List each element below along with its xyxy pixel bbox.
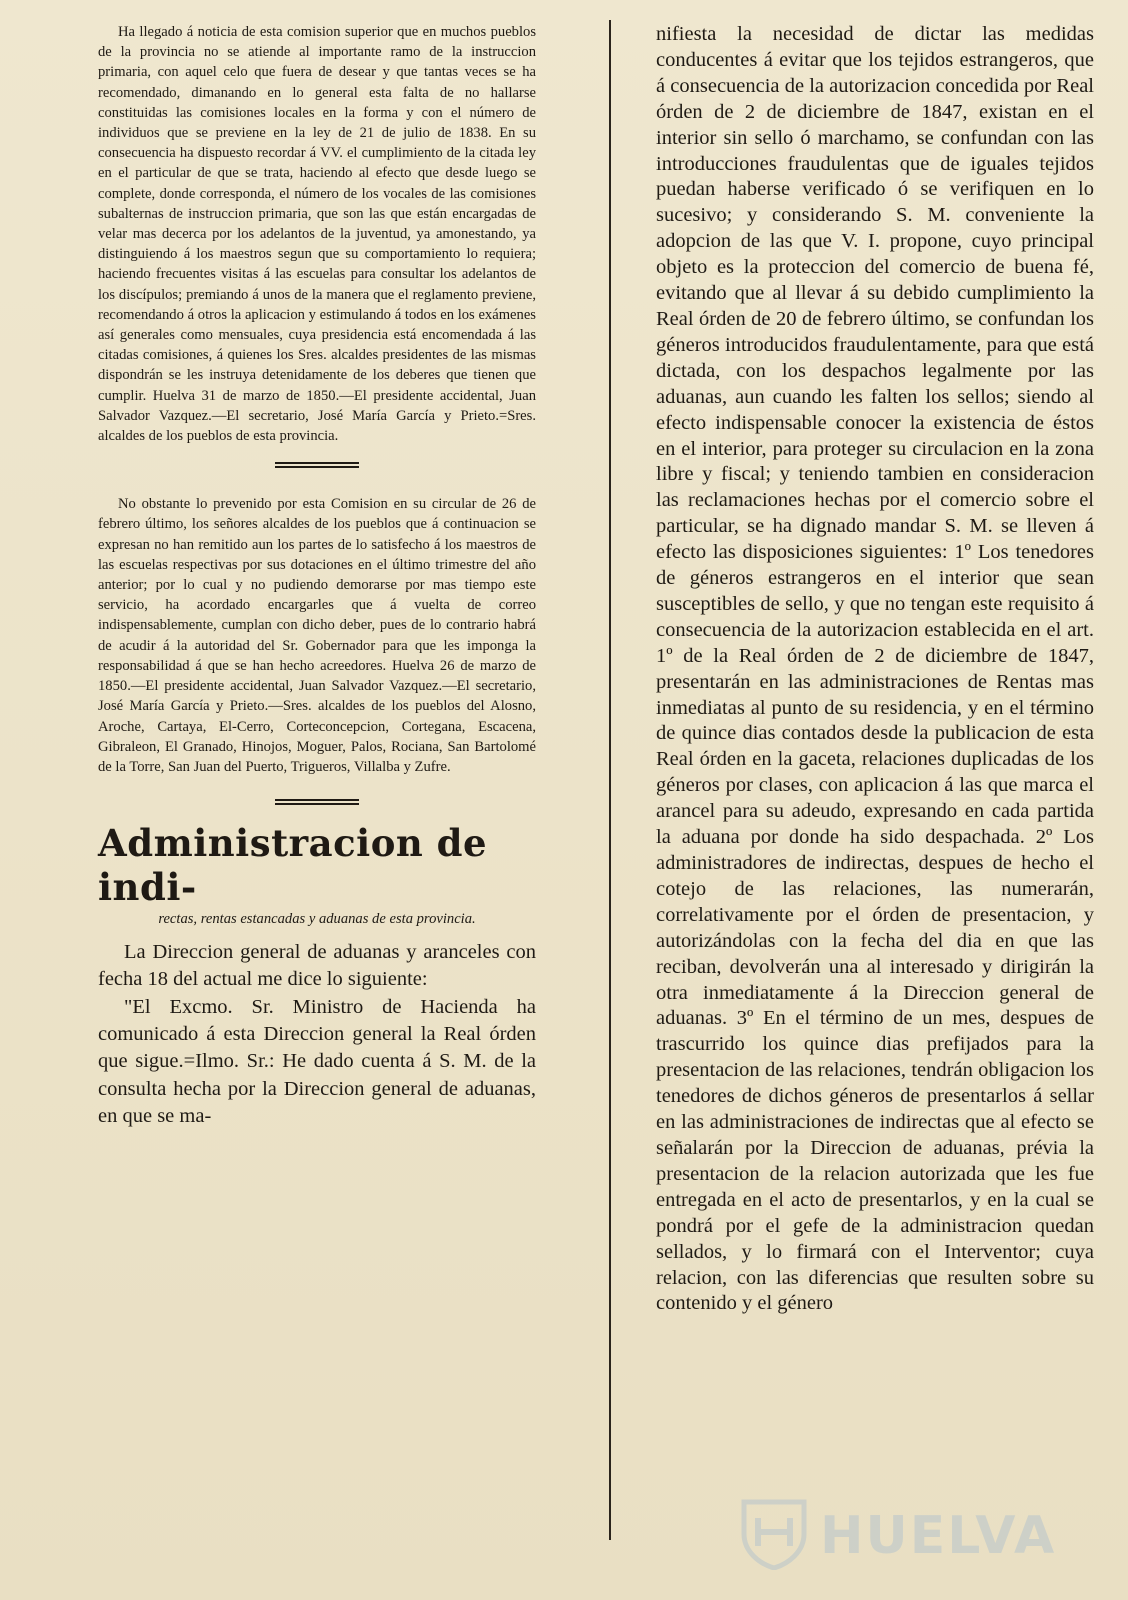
- notice-pago-maestros: No obstante lo prevenido por esta Comision en su circular de 26 de febrero último, los señores alcaldes de los pueblos que á continuacion se expresan no han remitido aun los partes de lo satisfecho á los maestros de las escuelas respectivas por sus dotaciones en el último trimestre del año anterior; por lo cual y no pudiendo demorarse por mas tiempo este servicio, ha acordado encargarles que á vuelta de correo indispensablemente, cumplan con dicho deber, pues de lo contrario habrá de acudir á la autoridad del Sr. Gobernador para que les imponga la responsabilidad á que se han hecho acreedores. Huelva 26 de marzo de 1850.—El presidente accidental, Juan Salvador Vazquez.—El secretario, José María García y Prieto.—Sres. alcaldes de los pueblos del Alosno, Aroche, Cartaya, El-Cerro, Corteconcepcion, Cortegana, Escacena, Gibraleon, El Granado, Hinojos, Moguer, Palos, Rociana, San Bartolomé de la Torre, San Juan del Puerto, Trigueros, Villalba y Zufre.: [98, 496, 536, 775]
- quote-paragraph: "El Excmo. Sr. Ministro de Hacienda ha comunicado á esta Direccion general la Real órden que sigue.=Ilmo. Sr.: He dado cuenta á S. M. de la consulta hecha por la Direccion general de aduanas, en que se ma-: [98, 995, 536, 1127]
- intro-paragraph: La Direccion general de aduanas y aranceles con fecha 18 del actual me dice lo siguiente:: [98, 941, 536, 991]
- section-title: Administracion de indi-: [98, 821, 488, 910]
- real-orden-text: nifiesta la necesidad de dictar las medidas conducentes á evitar que los tejidos estrangeros, que á consecuencia de la autorizacion concedida por Real órden de 2 de diciembre de 1847, existan en el interior sin sello ó marchamo, se confundan con las introducciones fraudulentas que de iguales tejidos puedan haberse verificado ó se verifiquen en lo sucesivo; y considerando S. M. conveniente la adopcion de las que V. I. propone, cuyo principal objeto es la proteccion del comercio de buena fé, evitando que al llevar á su debido cumplimiento la Real órden de 20 de febrero último, se confundan los géneros introducidos fraudulentamente, para que está dictada, con los despachos legalmente por las aduanas, aun cuando les falten los sellos; siendo al efecto indispensable conocer la existencia de éstos en el interior, para proteger su circulacion en la zona libre y fiscal; y teniendo tambien en consideracion las reclamaciones hechas por el comercio sobre el particular, se ha dignado mandar S. M. se lleven á efecto las disposiciones siguientes: 1º Los tenedores de géneros estrangeros en el interior que sean susceptibles de sello, y que no tengan este requisito á consecuencia de la autorizacion establecida en el art. 1º de la Real órden de 2 de diciembre de 1847, presentarán en las administraciones de Rentas mas inmediatas al punto de su residencia, y en el término de quince dias contados desde la publicacion de esta Real órden en la gaceta, relaciones duplicadas de los géneros por clases, con aplicacion á las que marca el arancel para su adeudo, expresando en cada partida la aduana por donde ha sido despachada. 2º Los administradores de indirectas, despues de hecho el cotejo de las relaciones, las numerarán, correlativamente por el órden de presentacion, y autorizándolas con la fecha del dia en que las reciban, devolverán una al interesado y dirigirán la otra inmediatamente á la Direccion general de aduanas. 3º En el término de un mes, despues de trascurrido los quince dias prefijados para la presentacion de las relaciones, tendrán obligacion los tenedores de dichos géneros de presentarlos á sellar en las administraciones de indirectas que al efecto se señalarán por la Direccion de aduanas, prévia la presentacion de la relacion autorizada que les fue entregada en el acto de presentarlos, y en la cual se pondrá por el gefe de la administracion quedan sellados, y lo firmará con el Interventor; cuya relacion, con las diferencias que resulten sobre su contenido y el género: [656, 23, 1094, 1315]
- shield-crest-icon: [738, 1496, 810, 1570]
- section-divider: [275, 799, 359, 805]
- watermark-text: HUELVA: [820, 1506, 1057, 1566]
- column-divider: [609, 20, 611, 1540]
- watermark: [720, 1494, 1057, 1574]
- section-subtitle: rectas, rentas estancadas y aduanas de esta provincia.: [158, 911, 476, 928]
- left-column: [98, 22, 536, 1130]
- notice-instruccion-primaria: Ha llegado á noticia de esta comision superior que en muchos pueblos de la provincia no se atiende al importante ramo de la instruccion primaria, con aquel celo que fuera de desear y que tantas veces se ha recomendado, dimanando en lo general esta falta de no hallarse constituidas las comisiones locales en la forma y con el número de individuos que se previene en la ley de 21 de julio de 1838. En su consecuencia ha dispuesto recordar á VV. el cumplimiento de la citada ley en el particular de que se trata, haciendo al efecto que desde luego se complete, donde corresponda, el número de los vocales de las comisiones subalternas de instruccion primaria, que son las que están encargadas de velar mas decerca por los adelantos de la juventud, ya amonestando, ya distinguiendo á los maestros segun que su comportamiento lo requiera; haciendo frecuentes visitas á las escuelas para consultar los adelantos de los discípulos; premiando á unos de la manera que el reglamento previene, recomendando á otros la aplicacion y estimulando á todos en los exámenes así generales como mensuales, cuya presidencia está encomendada á las citadas comisiones, á quienes los Sres. alcaldes presidentes de las mismas dispondrán se les instruya detenidamente de los deberes que tienen que cumplir. Huelva 31 de marzo de 1850.—El presidente accidental, Juan Salvador Vazquez.—El secretario, José María García y Prieto.=Sres. alcaldes de los pueblos de esta provincia.: [98, 24, 536, 445]
- section-divider: [275, 462, 359, 468]
- right-column: [656, 22, 1094, 1317]
